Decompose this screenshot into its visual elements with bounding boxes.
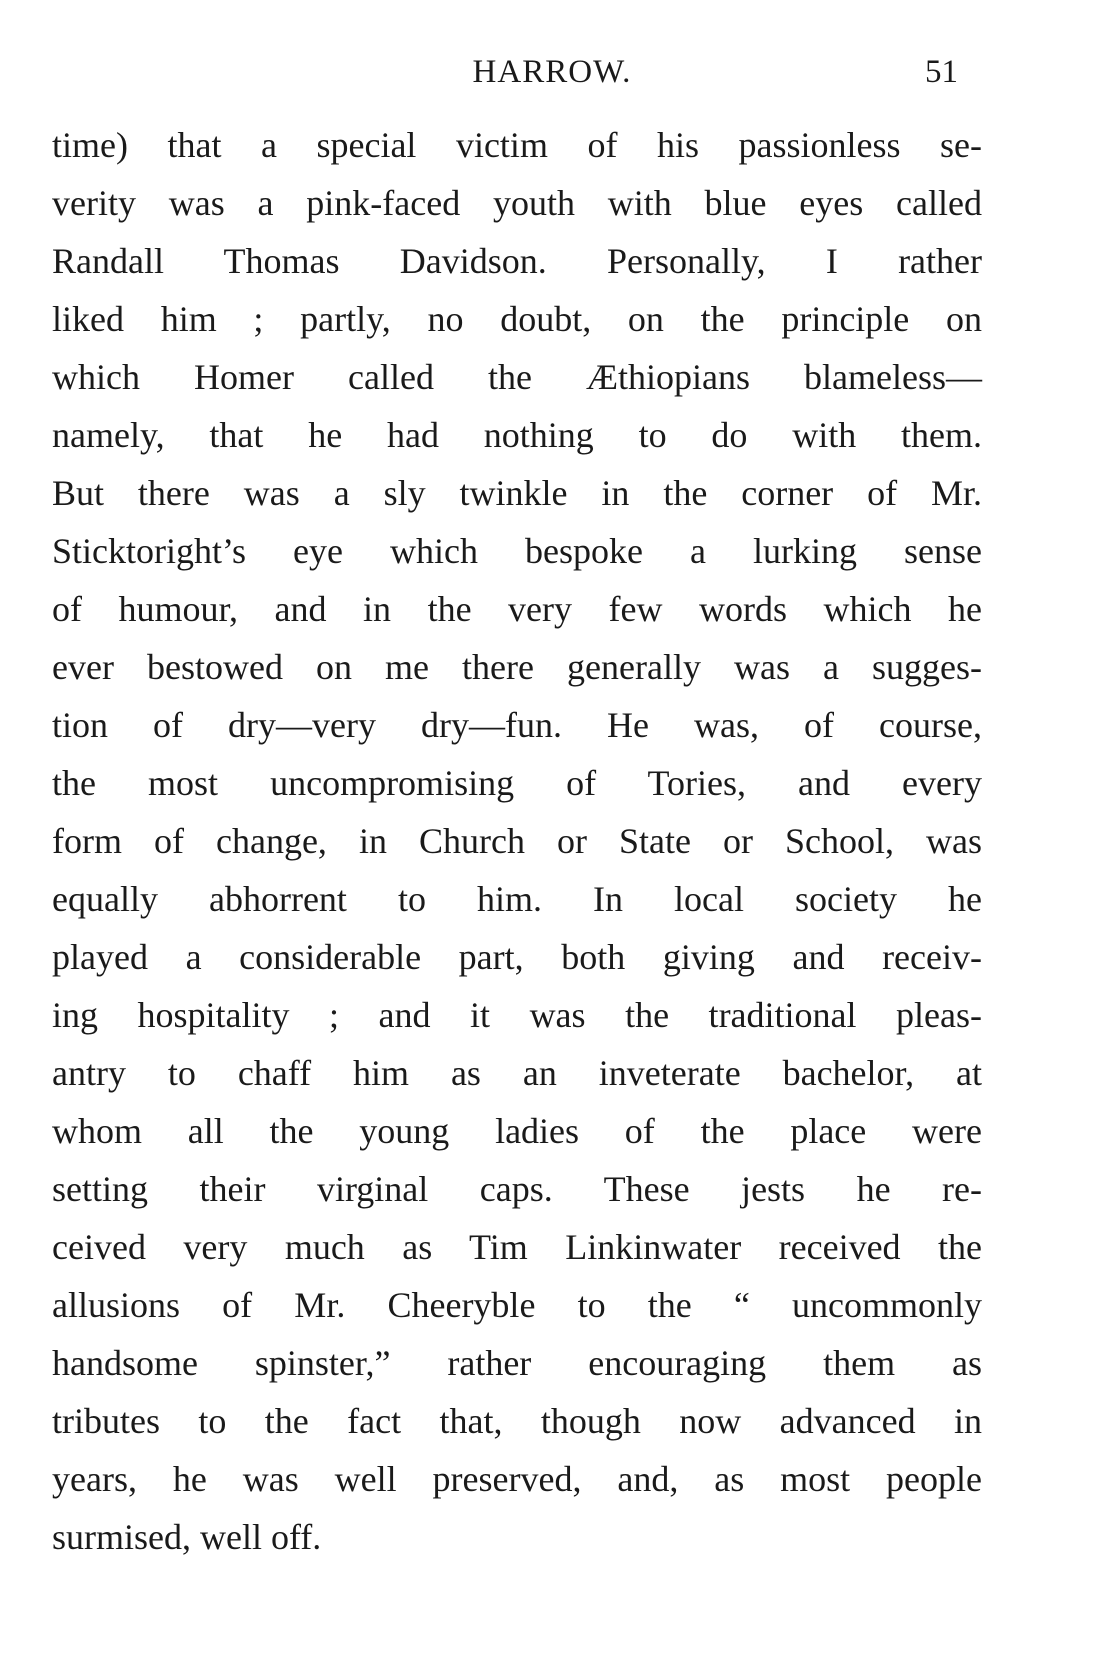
text-line: antry to chaff him as an inveterate bachelor, at: [52, 1053, 982, 1093]
text-line: years, he was well preserved, and, as most people: [52, 1459, 982, 1499]
text-line: tion of dry—very dry—fun. He was, of course,: [52, 705, 982, 745]
text-line: namely, that he had nothing to do with them.: [52, 415, 982, 455]
text-line: Sticktoright’s eye which bespoke a lurking sense: [52, 531, 982, 571]
body-paragraph: [52, 116, 982, 1566]
text-line: handsome spinster,” rather encouraging them as: [52, 1343, 982, 1383]
text-line: tributes to the fact that, though now advanced in: [52, 1401, 982, 1441]
text-line: time) that a special victim of his passionless se-: [52, 125, 982, 165]
text-line: liked him ; partly, no doubt, on the principle on: [52, 299, 982, 339]
text-line: setting their virginal caps. These jests he re-: [52, 1169, 982, 1209]
text-line: allusions of Mr. Cheeryble to the “ uncommonly: [52, 1285, 982, 1325]
text-line-last: surmised, well off.: [52, 1517, 322, 1557]
text-line: of humour, and in the very few words which he: [52, 589, 982, 629]
text-line: Randall Thomas Davidson. Personally, I rather: [52, 241, 982, 281]
text-line: verity was a pink-faced youth with blue eyes called: [52, 183, 982, 223]
text-line: the most uncompromising of Tories, and every: [52, 763, 982, 803]
page-number: 51: [925, 54, 958, 90]
running-title: HARROW.: [472, 54, 632, 90]
text-line: played a considerable part, both giving and receiv-: [52, 937, 982, 977]
text-line: form of change, in Church or State or School, was: [52, 821, 982, 861]
text-line: ceived very much as Tim Linkinwater received the: [52, 1227, 982, 1267]
text-line: But there was a sly twinkle in the corner of Mr.: [52, 473, 982, 513]
text-line: whom all the young ladies of the place were: [52, 1111, 982, 1151]
running-head: [0, 52, 1104, 92]
text-line: which Homer called the Æthiopians blameless—: [52, 357, 982, 397]
text-line: ever bestowed on me there generally was a sugges-: [52, 647, 982, 687]
text-line: equally abhorrent to him. In local society he: [52, 879, 982, 919]
text-line: ing hospitality ; and it was the traditional pleas-: [52, 995, 982, 1035]
